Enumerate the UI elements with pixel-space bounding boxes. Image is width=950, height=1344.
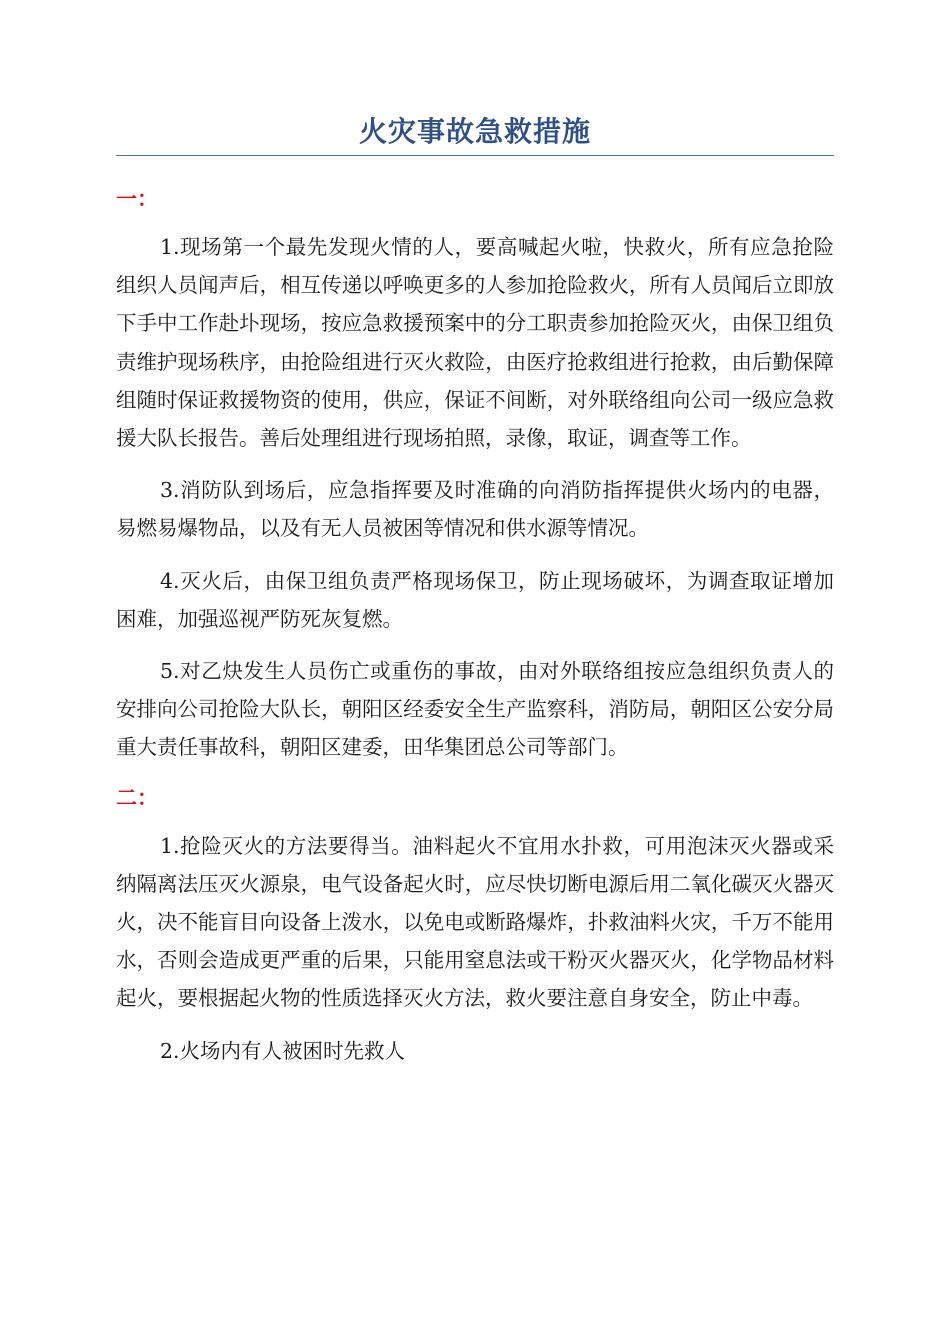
paragraph: 1.现场第一个最先发现火情的人，要高喊起火啦，快救火，所有应急抢险组织人员闻声后，相互传递以呼唤更多的人参加抢险救火，所有人员闻后立即放下手中工作赴圤现场，按应急救援预案中的分工职责参加抢险灭火，由保卫组负责维护现场秩序，由抢险组进行灭火救险，由医疗抢救组进行抢救，由后勤保障组随时保证救援物资的使用，供应，保证不间断，对外联络组向公司一级应急救援大队长报告。善后处理组进行现场拍照，录像，取证，调查等工作。 xyxy=(116,235,834,451)
title-underline xyxy=(116,155,834,156)
paragraph: 3.消防队到场后，应急指挥要及时准确的向消防指挥提供火场内的电器，易燃易爆物品，以及有无人员被困等情况和供水源等情况。 xyxy=(116,478,834,541)
paragraph: 2.火场内有人被困时先救人 xyxy=(160,1038,406,1063)
section-heading: 二： xyxy=(116,784,158,810)
document-title: 火灾事故急救措施 xyxy=(358,115,591,148)
paragraph: 5.对乙炔发生人员伤亡或重伤的事故，由对外联络组按应急组织负责人的安排向公司抢险大队长，朝阳区经委安全生产监察科，消防局，朝阳区公安分局重大责任事故科，朝阳区建委，田华集团总公司等部门。 xyxy=(116,659,834,760)
section-heading: 一： xyxy=(116,186,158,211)
section-one xyxy=(116,182,834,767)
paragraph: 1.抢险灭火的方法要得当。油料起火不宜用水扑救，可用泡沫灭火器或采纳隔离法压灭火源泉，电气设备起火时，应尽快切断电源后用二氧化碳灭火器灭火，决不能盲目向设备上泼水，以免电或断路爆炸，扑救油料火灾，千万不能用水，否则会造成更严重的后果，只能用窒息法或干粉灭火器灭火，化学物品材料起火，要根据起火物的性质选择灭火方法，救火要注意自身安全，防止中毒。 xyxy=(116,833,834,1011)
section-two xyxy=(116,781,834,1070)
paragraph: 4.灭火后，由保卫组负责严格现场保卫，防止现场破坏，为调查取证增加困难，加强巡视严防死灰复燃。 xyxy=(116,568,834,631)
document-page xyxy=(116,112,834,1084)
